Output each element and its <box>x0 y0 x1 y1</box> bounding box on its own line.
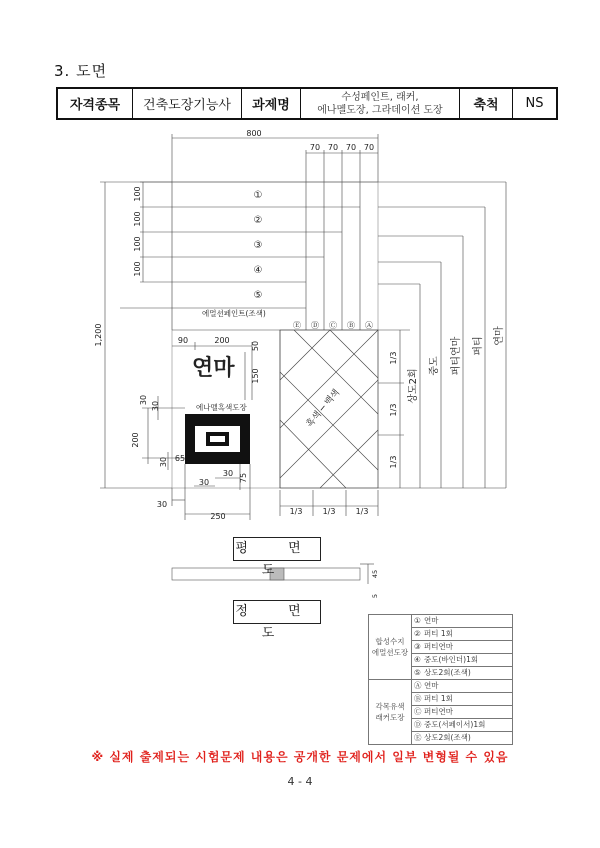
disclaimer-notice: ※ 실제 출제되는 시험문제 내용은 공개한 문제에서 일부 변형될 수 있음 <box>91 750 509 764</box>
dim-200-v: 200 <box>131 432 140 448</box>
task-label: 과제명 <box>242 88 301 119</box>
front-dim-lower: 5 <box>371 593 379 599</box>
dim-left-seg-4: 100 <box>133 261 142 277</box>
label-mid-coat: 중도 <box>429 356 440 376</box>
label-top-coat: 상도2회 <box>408 368 419 404</box>
legend-item: ③ 퍼티연마 <box>412 641 513 654</box>
dim-left-seg-3: 100 <box>133 236 142 252</box>
dim-65: 65 <box>174 454 186 463</box>
label-putty: 퍼티 <box>473 336 484 356</box>
yeonma-text: 연마 <box>192 356 235 381</box>
dim-top-seg-1: 70 <box>309 143 321 152</box>
legend-group-2: 각목유색 래커도장 <box>369 680 412 745</box>
band-marker-4: ④ <box>253 265 263 276</box>
third-bottom-1: 1/3 <box>289 507 303 516</box>
front-view-title: 정 면 도 <box>233 600 321 624</box>
legend-item: Ⓓ 중도(서페이서)1회 <box>412 719 513 732</box>
dim-200: 200 <box>214 336 230 345</box>
dim-30-e: 30 <box>198 478 210 487</box>
diag-label: 흑색 ─ 백색 <box>304 387 343 430</box>
dim-90: 90 <box>177 336 189 345</box>
label-putty-sanding: 퍼티연마 <box>451 336 462 376</box>
dim-left-seg-2: 100 <box>133 211 142 227</box>
third-right-3: 1/3 <box>389 455 398 469</box>
scale-value: NS <box>513 88 558 119</box>
legend-table <box>368 614 513 745</box>
qualification-value: 건축도장기능사 <box>133 88 242 119</box>
dim-250: 250 <box>210 512 226 521</box>
emulsion-paint-label: 에멀션페인트(조색) <box>202 309 266 318</box>
enamel-black-label: 에나멜흑색도장 <box>196 403 247 412</box>
dim-30-f: 30 <box>156 500 168 509</box>
dim-top-seg-2: 70 <box>327 143 339 152</box>
lacquer-marker-e: Ⓔ <box>293 321 301 330</box>
legend-item: ② 퍼티 1회 <box>412 628 513 641</box>
legend-item: ① 연마 <box>412 615 513 628</box>
front-dim-upper: 45 <box>371 569 379 579</box>
band-marker-3: ③ <box>253 240 263 251</box>
dim-150: 150 <box>251 368 260 384</box>
task-line-2: 에나멜도장, 그라데이션 도장 <box>317 104 443 116</box>
dim-total-width: 800 <box>246 129 262 138</box>
dim-top-seg-3: 70 <box>345 143 357 152</box>
dim-30-a: 30 <box>139 394 148 406</box>
legend-item: Ⓒ 퍼티연마 <box>412 706 513 719</box>
qualification-label: 자격종목 <box>57 88 133 119</box>
dim-30-b: 30 <box>151 400 160 412</box>
section-heading: 3. 도면 <box>54 62 108 80</box>
legend-group-1: 합성수지 에멀션도장 <box>369 615 412 680</box>
label-sanding: 연마 <box>494 326 505 346</box>
lacquer-marker-c: Ⓒ <box>329 321 337 330</box>
dim-75: 75 <box>239 472 248 484</box>
dim-30-c: 30 <box>159 456 168 468</box>
legend-item: Ⓑ 퍼티 1회 <box>412 693 513 706</box>
plan-view-title: 평 면 도 <box>233 537 321 561</box>
dim-30-d: 30 <box>222 469 234 478</box>
dim-total-height: 1,200 <box>94 323 103 347</box>
legend-item: ⑤ 상도2회(조색) <box>412 667 513 680</box>
legend-item: Ⓔ 상도2회(조색) <box>412 732 513 745</box>
band-marker-2: ② <box>253 215 263 226</box>
scale-label: 축척 <box>460 88 513 119</box>
third-bottom-3: 1/3 <box>355 507 369 516</box>
lacquer-marker-b: Ⓑ <box>347 321 355 330</box>
task-line-1: 수성페인트, 래커, <box>341 91 419 103</box>
band-marker-5: ⑤ <box>253 290 263 301</box>
dim-left-seg-1: 100 <box>133 186 142 202</box>
third-right-1: 1/3 <box>389 351 398 365</box>
band-marker-1: ① <box>253 190 263 201</box>
dim-top-seg-4: 70 <box>363 143 375 152</box>
lacquer-marker-a: Ⓐ <box>365 321 373 330</box>
third-right-2: 1/3 <box>389 403 398 417</box>
lacquer-marker-d: Ⓓ <box>311 321 319 330</box>
dim-50: 50 <box>251 340 260 352</box>
legend-item: Ⓐ 연마 <box>412 680 513 693</box>
legend-item: ④ 중도(바인더)1회 <box>412 654 513 667</box>
third-bottom-2: 1/3 <box>322 507 336 516</box>
page-number: 4 - 4 <box>287 775 313 788</box>
